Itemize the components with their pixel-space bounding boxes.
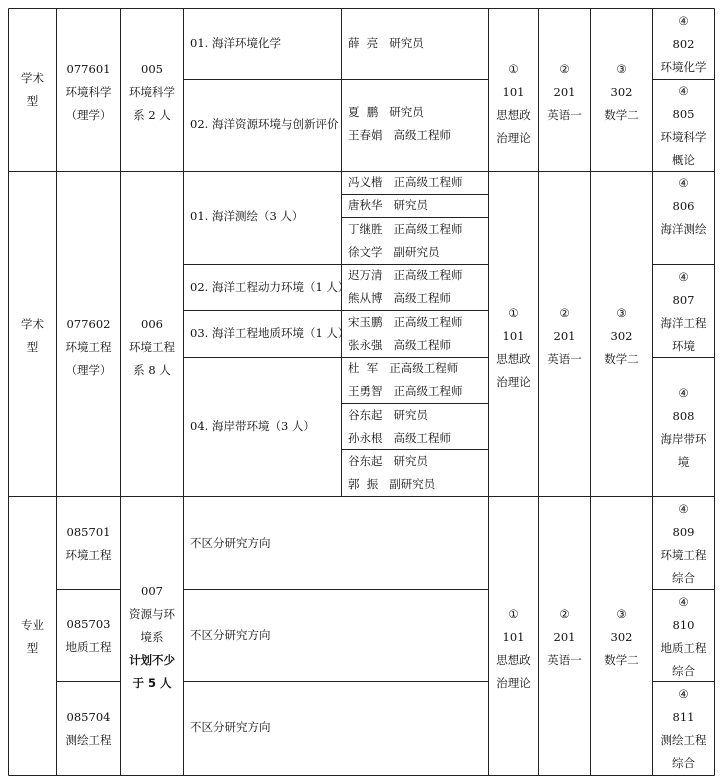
supervisor-cell: 唐秋华 研究员: [348, 198, 428, 212]
exam-english: ② 201 英语一: [547, 62, 582, 122]
major-cell: 085701 环境工程: [65, 525, 112, 562]
research-direction: 04. 海岸带环境（3 人）: [190, 419, 315, 433]
major-cell: 085703 地质工程: [65, 617, 112, 654]
supervisor-cell: 丁继胜 正高级工程师 徐文学 副研究员: [348, 222, 463, 259]
degree-type: 学术 型: [21, 71, 44, 108]
exam-subject: ④ 809 环境工程 综合: [660, 502, 707, 585]
exam-politics: ① 101 思想政 治理论: [496, 306, 531, 389]
exam-subject: ④ 810 地质工程 综合: [660, 595, 707, 678]
supervisor-cell: 谷东起 研究员 孙永根 高级工程师: [348, 408, 451, 445]
research-direction: 不区分研究方向: [190, 720, 271, 734]
department-cell: 006 环境工程 系 8 人: [129, 317, 175, 377]
supervisor-cell: 杜 军 正高级工程师 王勇智 正高级工程师: [348, 361, 463, 398]
research-direction: 01. 海洋环境化学: [190, 36, 281, 50]
exam-subject: ④ 806 海洋测绘: [660, 176, 707, 236]
exam-subject: ④ 811 测绘工程 综合: [660, 687, 707, 770]
exam-subject: ④ 802 环境化学: [660, 14, 707, 74]
major-cell: 085704 测绘工程: [65, 710, 112, 747]
exam-politics: ① 101 思想政 治理论: [496, 62, 531, 145]
supervisor-cell: 薛 亮 研究员: [348, 36, 424, 50]
department-cell: 005 环境科学 系 2 人: [129, 62, 175, 122]
research-direction: 02. 海洋资源环境与创新评价: [190, 117, 339, 131]
exam-math: ③ 302 数学二: [604, 607, 639, 667]
department-cell: 007 资源与环 境系: [129, 584, 175, 644]
research-direction: 不区分研究方向: [190, 628, 271, 642]
degree-type: 专业 型: [21, 618, 44, 655]
supervisor-cell: 宋玉鹏 正高级工程师 张永强 高级工程师: [348, 315, 463, 352]
research-direction: 不区分研究方向: [190, 536, 271, 550]
supervisor-cell: 冯义楷 正高级工程师: [348, 175, 463, 189]
exam-subject: ④ 808 海岸带环 境: [660, 386, 707, 469]
supervisor-cell: 夏 鹏 研究员 王春娟 高级工程师: [348, 105, 451, 142]
supervisor-cell: 迟万清 正高级工程师 熊从博 高级工程师: [348, 268, 463, 305]
exam-english: ② 201 英语一: [547, 306, 582, 366]
exam-subject: ④ 807 海洋工程 环境: [660, 270, 707, 353]
major-cell: 077601 环境科学 （理学）: [65, 62, 112, 122]
research-direction: 02. 海洋工程动力环境（1 人）: [190, 280, 350, 294]
exam-math: ③ 302 数学二: [604, 62, 639, 122]
exam-subject: ④ 805 环境科学 概论: [660, 84, 707, 167]
supervisor-cell: 谷东起 研究员 郭 振 副研究员: [348, 454, 436, 491]
exam-politics: ① 101 思想政 治理论: [496, 607, 531, 690]
degree-type: 学术 型: [21, 317, 44, 354]
enrollment-note: 计划不少 于 5 人: [129, 653, 175, 690]
research-direction: 01. 海洋测绘（3 人）: [190, 209, 304, 223]
exam-math: ③ 302 数学二: [604, 306, 639, 366]
research-direction: 03. 海洋工程地质环境（1 人）: [190, 326, 350, 340]
exam-english: ② 201 英语一: [547, 607, 582, 667]
major-cell: 077602 环境工程 （理学）: [65, 317, 112, 377]
